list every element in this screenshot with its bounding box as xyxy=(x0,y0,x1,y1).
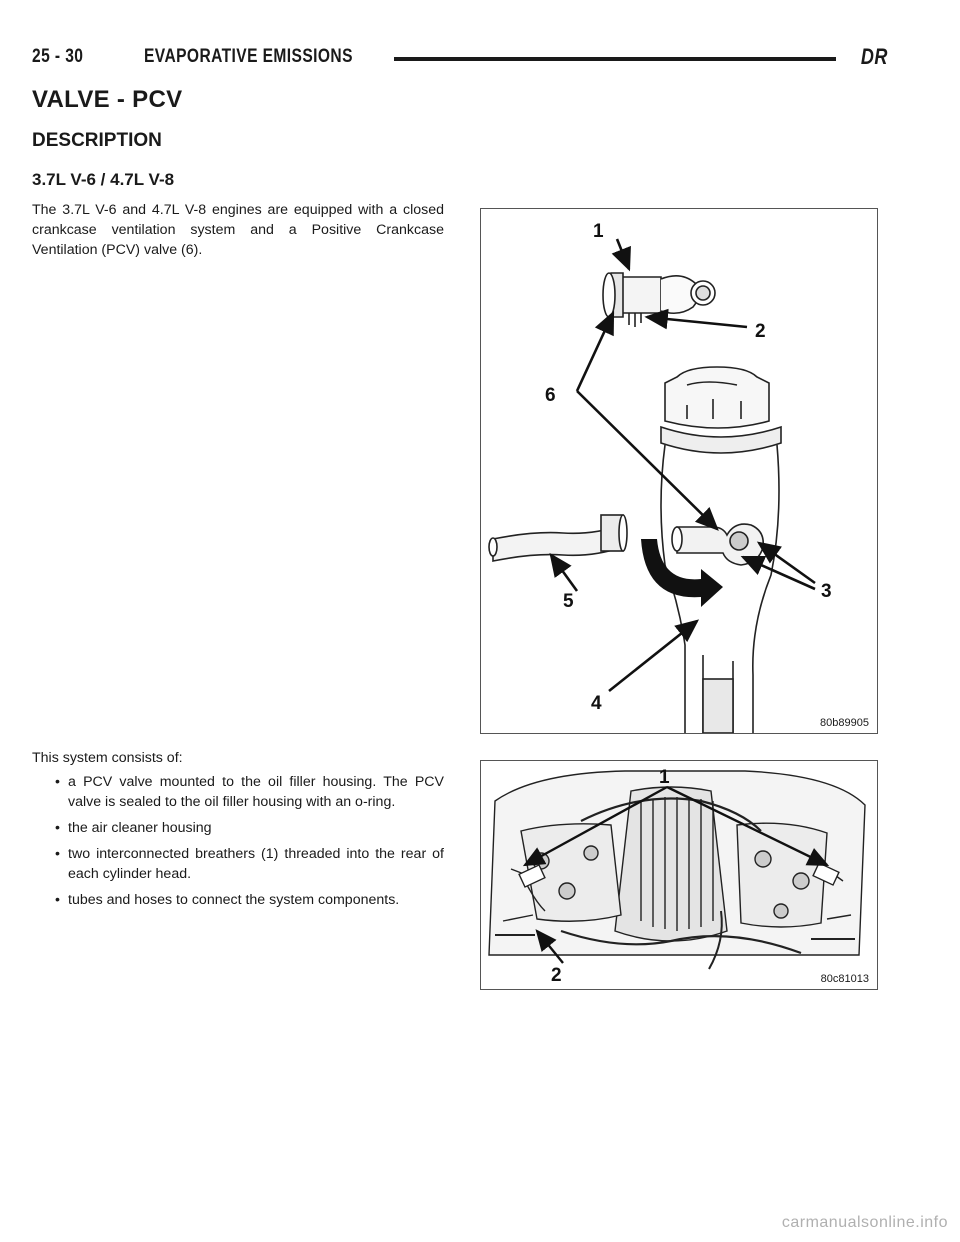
callout-4: 4 xyxy=(591,693,602,714)
pcv-valve-figure xyxy=(480,208,878,734)
callout-1: 1 xyxy=(593,221,604,242)
component-list xyxy=(55,772,444,916)
bullet-icon: • xyxy=(55,846,60,862)
bullet-icon: • xyxy=(55,774,60,790)
breather-figure xyxy=(480,760,878,990)
callout-2: 2 xyxy=(551,965,562,986)
intro-paragraph: The 3.7L V-6 and 4.7L V-8 engines are equipped with a closed crankcase ventilation system and a Positive Crankcase Ventilation (PCV) valve (6). xyxy=(32,202,444,258)
callout-1: 1 xyxy=(659,767,670,788)
list-item: • tubes and hoses to connect the system components. xyxy=(55,892,400,908)
callout-2: 2 xyxy=(755,321,766,342)
page-header xyxy=(32,42,888,76)
engine-breather-illustration xyxy=(481,761,877,989)
page-number: 25 - 30 xyxy=(32,46,84,67)
figure-id: 80c81013 xyxy=(820,973,869,985)
list-item: • two interconnected breathers (1) threaded into the rear of each cylinder head. xyxy=(55,846,444,882)
pcv-valve-illustration xyxy=(481,209,877,733)
header-rule xyxy=(394,57,836,61)
engine-subheading: 3.7L V-6 / 4.7L V-8 xyxy=(32,170,175,189)
callout-5: 5 xyxy=(563,591,574,612)
callout-6: 6 xyxy=(545,385,556,406)
page-title: VALVE - PCV xyxy=(32,86,183,113)
callout-3: 3 xyxy=(821,581,832,602)
list-item: • a PCV valve mounted to the oil filler housing. The PCV valve is sealed to the oil filler housing with an o-ring. xyxy=(55,774,444,810)
model-code: DR xyxy=(861,44,888,69)
section-title: EVAPORATIVE EMISSIONS xyxy=(144,46,353,67)
section-heading: DESCRIPTION xyxy=(32,130,162,151)
bullet-icon: • xyxy=(55,892,60,908)
watermark: carmanualsonline.info xyxy=(781,1214,948,1231)
bullet-icon: • xyxy=(55,820,60,836)
figure-id: 80b89905 xyxy=(820,717,869,729)
list-item: • the air cleaner housing xyxy=(55,820,212,836)
system-intro: This system consists of: xyxy=(32,750,183,766)
